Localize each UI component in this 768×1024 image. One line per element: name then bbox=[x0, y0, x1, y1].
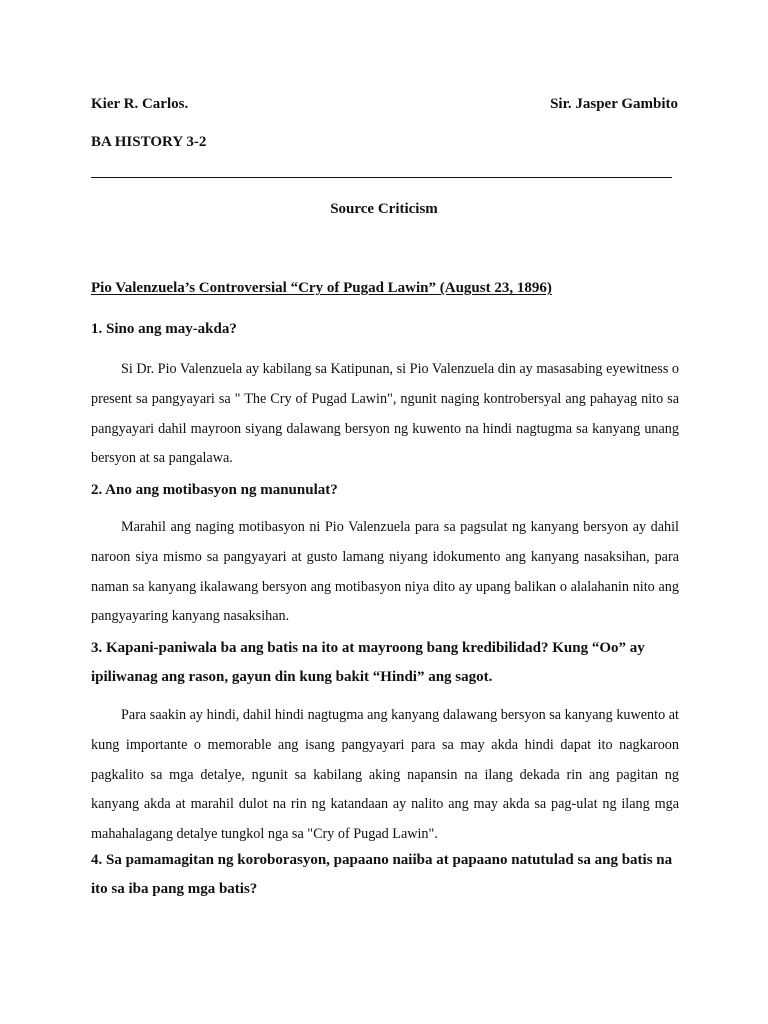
question-3: 3. Kapani-paniwala ba ang batis na ito at mayroong bang kredibilidad? Kung “Oo” ay ipiliwanag ang rason, gayun din kung bakit “Hindi” ang sagot. bbox=[91, 640, 645, 685]
answer-3: Para saakin ay hindi, dahil hindi nagtugma ang kanyang dalawang bersyon sa kanyang kuwento at kung importante o memorable ang isang pangyayari para sa may akda hindi dapat ito nagkaroon pagkalito sa mga detalye, ngunit sa kabilang aking napansin na ilang dekada rin ang pagitan ng kanyang akda at marahil dulot na rin ng katandaan ay nalito ang may akda sa pag-ulat ng ilang mga mahahalagang detalye tungkol nga sa "Cry of Pugad Lawin". bbox=[91, 707, 679, 843]
answer-1: Si Dr. Pio Valenzuela ay kabilang sa Katipunan, si Pio Valenzuela din ay masasabing eyewitness o present sa pangyayari sa " The Cry of Pugad Lawin", ngunit naging kontrobersyal ang pahayag nito sa pangyayari dahil mayroon siyang dalawang bersyon ng kuwento na hindi nagtugma sa kanyang unang bersyon at sa pangalawa. bbox=[91, 361, 679, 467]
answer-2: Marahil ang naging motibasyon ni Pio Valenzuela para sa pagsulat ng kanyang bersyon ay dahil naroon siya mismo sa pangyayari at gusto lamang niyang idokumento ang kanyang nasaksihan, para naman sa kanyang ikalawang bersyon ang motibasyon niya dito ay upang balikan o alalahanin nito ang pangyayaring kanyang nasaksihan. bbox=[91, 519, 679, 625]
document-subtitle: Pio Valenzuela’s Controversial “Cry of Pugad Lawin” (August 23, 1896) bbox=[91, 280, 552, 296]
document-title: Source Criticism bbox=[330, 201, 438, 217]
question-1: 1. Sino ang may-akda? bbox=[91, 321, 237, 337]
question-2: 2. Ano ang motibasyon ng manunulat? bbox=[91, 482, 338, 498]
question-4: 4. Sa pamamagitan ng koroborasyon, papaano naiiba at papaano natutulad sa ang batis na ito sa iba pang mga batis? bbox=[91, 852, 673, 897]
instructor-name: Sir. Jasper Gambito bbox=[550, 96, 678, 112]
course-section: BA HISTORY 3-2 bbox=[91, 134, 207, 150]
header-divider bbox=[91, 177, 672, 178]
student-name: Kier R. Carlos. bbox=[91, 96, 189, 112]
